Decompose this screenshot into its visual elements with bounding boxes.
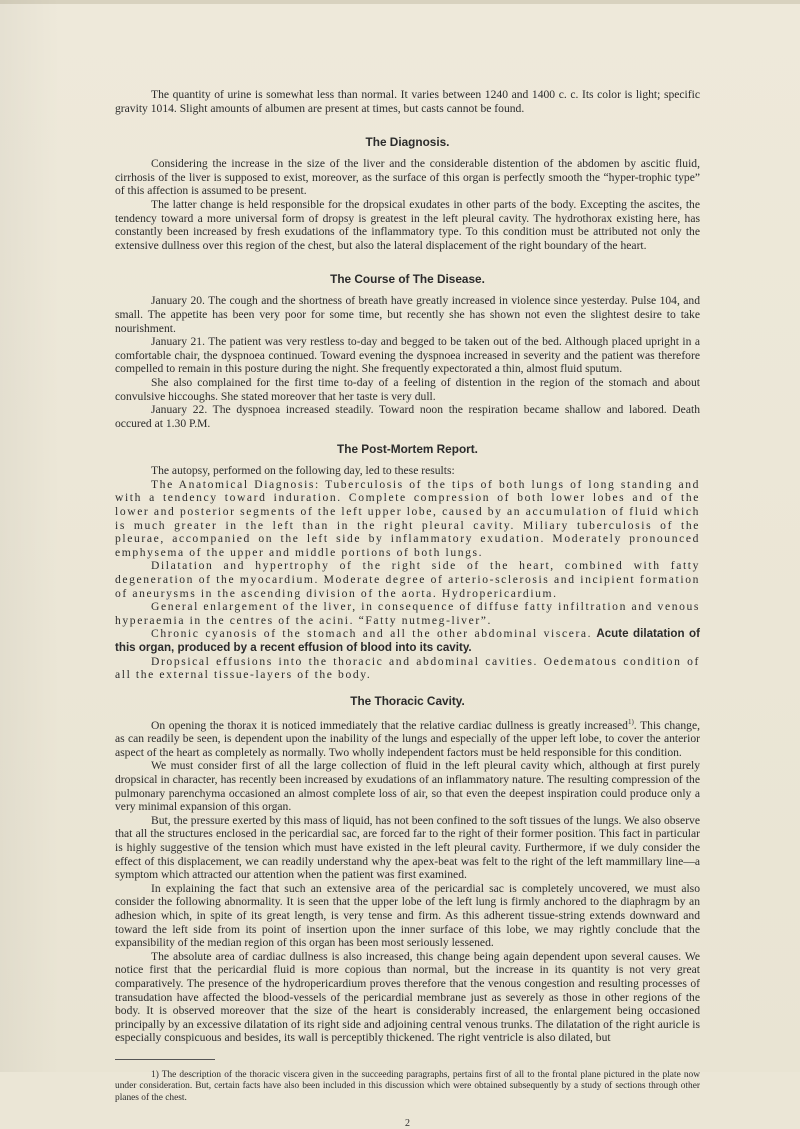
thoracic-paragraph: But, the pressure exerted by this mass of liquid, has not been confined to the soft tissues of the lungs. We also observe that all the structures enclosed in the pericardial sac, are forced far to the right of their former position. This fact in particular is highly suggestive of the tension which must have existed in the left pleural cavity. Furthermore, if we duly consider the effect of this displacement, we can readily understand why the apex-beat was felt to the right of the left mammillary line—a symptom which attracted our attention when the patient was first examined. [115,813,700,882]
diagnosis-paragraph: Considering the increase in the size of the liver and the considerable distention of the abdomen by ascitic fluid, cirrhosis of the liver is supposed to exist, moreover, as the surface of this organ is perfectly smooth the “hyper-trophic type” of this affection is assumed to be present. [115,157,700,198]
footnote: 1) The description of the thoracic viscera given in the succeeding paragraphs, pertains first of all to the frontal plane pictured in the plate now under consideration. But, certain facts have also been included in this discussion which were obtained subsequently by a study of sections through other planes of the chest. [115,1069,700,1103]
postmortem-paragraph: The autopsy, performed on the following day, led to these results: [151,464,455,478]
thoracic-paragraph: We must consider first of all the large collection of fluid in the left pleural cavity which, although at first purely dropsical in character, has recently been increased by exudations of an inflammatory nature. The resulting compression of the pulmonary parenchyma occasioned an almost complete loss of air, so that even the deepest inspiration could produce only a very minimal expansion of this organ. [115,759,700,814]
thoracic-text: On opening the thorax it is noticed immediately that the relative cardiac dullness is greatly increased [151,718,628,732]
postmortem-text: Chronic cyanosis of the stomach and all the other abdominal viscera. [151,627,593,641]
thoracic-paragraph: The absolute area of cardiac dullness is also increased, this change being again dependent upon several causes. We notice first that the pericardial fluid is more copious than normal, but the increase in its quantity is not very great comparatively. The presence of the hydropericardium proves therefore that the venous congestion and resulting processes of transudation have affected the blood-vessels of the pericardial membrane just as severely as those in other regions of the body. It is observed moreover that the size of the heart is considerably increased, the enlargement being occasioned principally by an excessive dilatation of its right side and adjoining central venous trunks. The dilatation of the right auricle is especially conspicuous and besides, its wall is perceptibly thickened. The right ventricle is also dilated, but [115,949,700,1045]
course-paragraph: She also complained for the first time to-day of a feeling of distention in the region of the stomach and about convulsive hiccoughs. She stated moreover that her taste is very dull. [115,375,700,403]
postmortem-paragraph: General enlargement of the liver, in consequence of diffuse fatty infiltration and venous hyperaemia in the centres of the acini. “Fatty nutmeg-liver”. [115,600,700,627]
course-paragraph: January 20. The cough and the shortness of breath have greatly increased in violence since yesterday. Pulse 104, and small. The appetite has been very poor for some time, but recently she has shown not even the slightest desire to take nourishment. [115,294,700,335]
footnote-marker: 1) [627,717,634,726]
binding-shadow [0,0,60,1072]
diagnosis-paragraph: The latter change is held responsible for the dropsical exudates in other parts of the body. Excepting the ascites, the tendency toward a more universal form of dropsy is greatest in the left pleural cavity. The hydrothorax existing here, has constantly been increased by fresh exudations of the inflammatory type. To this condition must be attributed not only the extensive dullness over this region of the chest, but also the lateral displacement of the right boundary of the heart. [115,197,700,252]
thoracic-paragraph: In explaining the fact that such an extensive area of the pericardial sac is completely uncovered, we must also consider the following abnormality. It is seen that the upper lobe of the left lung is firmly anchored to the diaphragm by an adhesion which, in spite of its great length, is very tense and firm. As this adherent tissue-string extends downward and toward the left side from its point of insertion upon the inner surface of this lobe, we may rightly conclude that the expansibility of the median region of this organ has been most seriously lessened. [115,881,700,950]
page-number: 2 [405,1118,410,1129]
thoracic-text: . This change, as can readily be seen, is dependent upon the inability of the lungs and especially of the upper left lobe, to cover the anterior aspect of the heart as completely as normally. Two wholly independent factors must be held responsible for this condition. [115,718,700,759]
postmortem-paragraph [115,627,700,654]
footnote-divider [115,1059,215,1060]
postmortem-paragraph: Dropsical effusions into the thoracic and abdominal cavities. Oedematous condition of all the external tissue-layers of the body. [115,654,700,682]
postmortem-paragraph: Dilatation and hypertrophy of the right side of the heart, combined with fatty degeneration of the myocardium. Moderate degree of arterio-sclerosis and incipient formation of aneurysms in the ascending division of the aorta. Hydropericardium. [115,559,700,600]
postmortem-bold-text: Acute dilatation of this organ, produced by a recent effusion of blood into its cavity. [115,627,701,654]
postmortem-paragraph: The Anatomical Diagnosis: Tuberculosis of the tips of both lungs of long standing and with a tendency toward induration. Complete compression of both lower lobes and of the lower and posterior segments of the left upper lobe, caused by an accumulation of fluid which is much greater in the left than in the right pleural cavity. Miliary tuberculosis of the pleurae, accompanied on the left side by inflammatory exudation. Moderately pronounced emphysema of the upper and middle portions of both lungs. [115,477,700,559]
course-paragraph: January 22. The dyspnoea increased steadily. Toward noon the respiration became shallow and labored. Death occured at 1.30 P.M. [115,403,700,430]
top-edge [0,0,800,4]
intro-paragraph: The quantity of urine is somewhat less than normal. It varies between 1240 and 1400 c. c. Its color is light; specific gravity 1014. Slight amounts of albumen are present at times, but casts cannot be found. [115,88,700,115]
section-heading-thoracic: The Thoracic Cavity. [350,693,465,708]
section-heading-diagnosis: The Diagnosis. [365,135,450,150]
section-heading-course: The Course of The Disease. [330,272,485,287]
thoracic-paragraph [115,716,700,760]
course-paragraph: January 21. The patient was very restless to-day and begged to be taken out of the bed. Although placed upright in a comfortable chair, the dyspnoea continued. Toward evening the dyspnoea increased in severity and the patient was therefore compelled to remain in this posture during the night. She frequently expectorated a thin, almost fluid sputum. [115,335,700,376]
section-heading-postmortem: The Post-Mortem Report. [337,442,478,457]
